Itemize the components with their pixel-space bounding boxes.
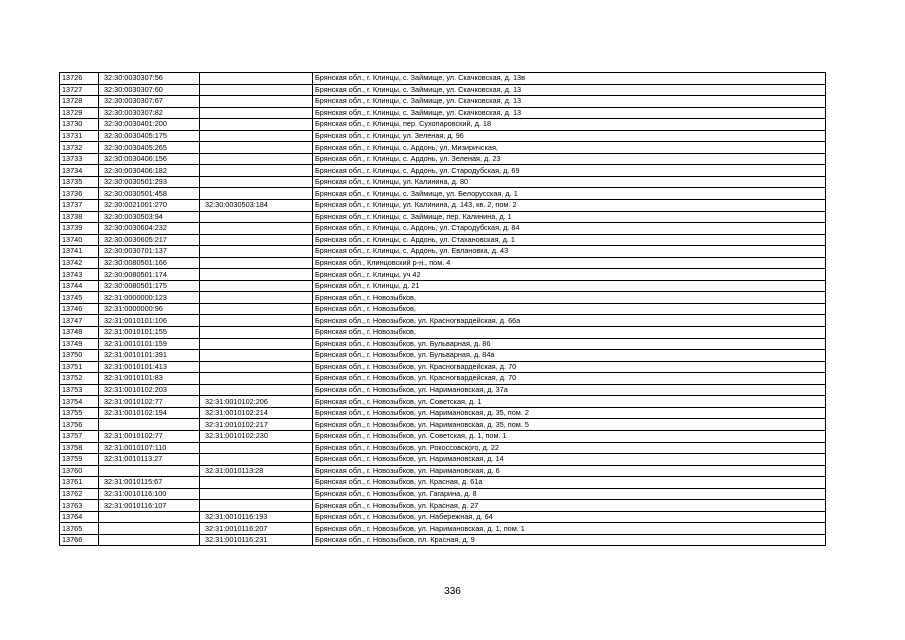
address-cell: Брянская обл., г. Новозыбков, ул. Бульварная, д. 86 [313,338,826,350]
cadastral-number-cell: 32:30:0030503:94 [99,211,200,223]
table-row [60,315,826,327]
cadastral-number-cell: 32:30:0030401:200 [99,119,200,131]
row-number-cell: 13744 [60,280,99,292]
linked-cadastral-number-cell: 32:31:0010116:193 [200,511,313,523]
linked-cadastral-number-cell [200,73,313,85]
table-row [60,84,826,96]
table-row [60,153,826,165]
row-number-cell: 13756 [60,419,99,431]
address-cell: Брянская обл., г. Клинцы, с. Ардонь, ул. Стахановская, д. 1 [313,234,826,246]
row-number-cell: 13745 [60,292,99,304]
row-number-cell: 13764 [60,511,99,523]
linked-cadastral-number-cell: 32:30:0030503:184 [200,200,313,212]
table-row [60,511,826,523]
row-number-cell: 13765 [60,523,99,535]
registry-table-body [60,73,826,546]
row-number-cell: 13748 [60,327,99,339]
table-row [60,454,826,466]
address-cell: Брянская обл., г. Клинцы, ул. Калинина, д. 143, кв. 2, пом. 2 [313,200,826,212]
table-row [60,223,826,235]
row-number-cell: 13737 [60,200,99,212]
cadastral-number-cell: 32:31:0010102:194 [99,407,200,419]
linked-cadastral-number-cell: 32:31:0010102:206 [200,396,313,408]
linked-cadastral-number-cell [200,84,313,96]
linked-cadastral-number-cell: 32:31:0010102:217 [200,419,313,431]
linked-cadastral-number-cell [200,327,313,339]
linked-cadastral-number-cell [200,269,313,281]
row-number-cell: 13752 [60,373,99,385]
linked-cadastral-number-cell: 32:31:0010102:214 [200,407,313,419]
linked-cadastral-number-cell [200,477,313,489]
row-number-cell: 13732 [60,142,99,154]
row-number-cell: 13754 [60,396,99,408]
table-row [60,361,826,373]
table-row [60,442,826,454]
linked-cadastral-number-cell [200,488,313,500]
table-row [60,130,826,142]
cadastral-number-cell: 32:31:0000000:123 [99,292,200,304]
table-row [60,96,826,108]
row-number-cell: 13759 [60,454,99,466]
page-number: 336 [444,586,461,597]
table-row [60,257,826,269]
address-cell: Брянская обл., г. Клинцы, с. Ардонь, ул. Зеленая, д. 23 [313,153,826,165]
table-row [60,407,826,419]
address-cell: Брянская обл., г. Новозыбков, [313,327,826,339]
cadastral-number-cell: 32:30:0030307:67 [99,96,200,108]
table-row [60,373,826,385]
cadastral-number-cell: 32:31:0010102:203 [99,384,200,396]
address-cell: Брянская обл., г. Новозыбков, ул. Красная, д. 27 [313,500,826,512]
row-number-cell: 13727 [60,84,99,96]
linked-cadastral-number-cell [200,454,313,466]
address-cell: Брянская обл., г. Новозыбков, [313,292,826,304]
cadastral-number-cell: 32:30:0030701:137 [99,246,200,258]
table-row [60,292,826,304]
row-number-cell: 13730 [60,119,99,131]
cadastral-number-cell: 32:31:0010101:413 [99,361,200,373]
row-number-cell: 13739 [60,223,99,235]
row-number-cell: 13761 [60,477,99,489]
address-cell: Брянская обл., г. Клинцы, с. Ардонь, ул. Евлановка, д. 43 [313,246,826,258]
cadastral-number-cell: 32:30:0030605:217 [99,234,200,246]
linked-cadastral-number-cell [200,292,313,304]
linked-cadastral-number-cell [200,176,313,188]
linked-cadastral-number-cell [200,257,313,269]
cadastral-number-cell [99,465,200,477]
cadastral-number-cell: 32:31:0010102:77 [99,396,200,408]
linked-cadastral-number-cell [200,130,313,142]
cadastral-number-cell: 32:30:0030406:182 [99,165,200,177]
table-row [60,488,826,500]
table-row [60,430,826,442]
address-cell: Брянская обл., г. Новозыбков, ул. Красногвардейская, д. 70 [313,373,826,385]
address-cell: Брянская обл., г. Клинцы, с. Ардонь, ул. Стародубская, д. 84 [313,223,826,235]
cadastral-number-cell: 32:31:0000000:96 [99,303,200,315]
table-row [60,165,826,177]
row-number-cell: 13766 [60,534,99,546]
table-row [60,142,826,154]
cadastral-number-cell: 32:31:0010101:159 [99,338,200,350]
table-row [60,534,826,546]
row-number-cell: 13755 [60,407,99,419]
table-row [60,188,826,200]
row-number-cell: 13735 [60,176,99,188]
cadastral-number-cell: 32:30:0030307:60 [99,84,200,96]
table-row [60,269,826,281]
address-cell: Брянская обл., г. Новозыбков, ул. Красногвардейская, д. 70 [313,361,826,373]
linked-cadastral-number-cell: 32:31:0010113:28 [200,465,313,477]
address-cell: Брянская обл., г. Клинцы, с. Займище, ул. Скачковская, д. 13 [313,84,826,96]
address-cell: Брянская обл., г. Новозыбков, ул. Наримановская, д. 14 [313,454,826,466]
cadastral-number-cell: 32:30:0030307:56 [99,73,200,85]
table-row [60,211,826,223]
address-cell: Брянская обл., г. Новозыбков, ул. Набережная, д. 64 [313,511,826,523]
linked-cadastral-number-cell [200,188,313,200]
cadastral-number-cell: 32:31:0010116:100 [99,488,200,500]
cadastral-number-cell: 32:30:0030405:175 [99,130,200,142]
address-cell: Брянская обл., г. Новозыбков, пл. Красная, д. 9 [313,534,826,546]
row-number-cell: 13747 [60,315,99,327]
cadastral-number-cell: 32:30:0030604:232 [99,223,200,235]
linked-cadastral-number-cell [200,500,313,512]
address-cell: Брянская обл., г. Клинцы, д. 21 [313,280,826,292]
address-cell: Брянская обл., г. Клинцы, с. Займище, ул. Скачковская, д. 13 [313,107,826,119]
address-cell: Брянская обл., г. Клинцы, с. Займище, ул. Скачковская, д. 13в [313,73,826,85]
table-row [60,176,826,188]
row-number-cell: 13749 [60,338,99,350]
linked-cadastral-number-cell [200,96,313,108]
linked-cadastral-number-cell [200,119,313,131]
cadastral-number-cell: 32:30:0030501:293 [99,176,200,188]
linked-cadastral-number-cell [200,361,313,373]
linked-cadastral-number-cell [200,153,313,165]
row-number-cell: 13758 [60,442,99,454]
linked-cadastral-number-cell [200,223,313,235]
address-cell: Брянская обл., г. Клинцы, ул. Зеленая, д. 96 [313,130,826,142]
row-number-cell: 13762 [60,488,99,500]
row-number-cell: 13746 [60,303,99,315]
cadastral-number-cell: 32:31:0010113:27 [99,454,200,466]
table-row [60,303,826,315]
address-cell: Брянская обл., г. Новозыбков, ул. Наримановская, д. 35, пом. 2 [313,407,826,419]
cadastral-number-cell: 32:31:0010116:107 [99,500,200,512]
address-cell: Брянская обл., г. Клинцы, с. Займище, ул. Скачковская, д. 13 [313,96,826,108]
linked-cadastral-number-cell [200,338,313,350]
row-number-cell: 13760 [60,465,99,477]
address-cell: Брянская обл., г. Клинцы, с. Займище, пер. Калинина, д. 1 [313,211,826,223]
cadastral-number-cell: 32:31:0010101:391 [99,350,200,362]
linked-cadastral-number-cell [200,142,313,154]
address-cell: Брянская обл., г. Клинцы, пер. Сухопаровский, д. 18 [313,119,826,131]
table-row [60,350,826,362]
cadastral-number-cell: 32:30:0030406:156 [99,153,200,165]
cadastral-number-cell: 32:30:0080501:166 [99,257,200,269]
row-number-cell: 13728 [60,96,99,108]
linked-cadastral-number-cell [200,442,313,454]
table-row [60,107,826,119]
linked-cadastral-number-cell: 32:31:0010116:207 [200,523,313,535]
row-number-cell: 13757 [60,430,99,442]
row-number-cell: 13753 [60,384,99,396]
table-row [60,200,826,212]
row-number-cell: 13743 [60,269,99,281]
cadastral-number-cell: 32:30:0021001:270 [99,200,200,212]
row-number-cell: 13734 [60,165,99,177]
row-number-cell: 13750 [60,350,99,362]
linked-cadastral-number-cell [200,107,313,119]
address-cell: Брянская обл., г. Новозыбков, ул. Гагарина, д. 8 [313,488,826,500]
linked-cadastral-number-cell [200,315,313,327]
cadastral-number-cell: 32:30:0030405:265 [99,142,200,154]
table-row [60,234,826,246]
address-cell: Брянская обл., г. Новозыбков, ул. Бульварная, д. 84а [313,350,826,362]
cadastral-number-cell: 32:31:0010107:110 [99,442,200,454]
address-cell: Брянская обл., Клинцовский р-н., пом. 4 [313,257,826,269]
table-row [60,500,826,512]
table-row [60,246,826,258]
row-number-cell: 13740 [60,234,99,246]
linked-cadastral-number-cell [200,246,313,258]
row-number-cell: 13729 [60,107,99,119]
linked-cadastral-number-cell [200,211,313,223]
table-row [60,396,826,408]
cadastral-number-cell [99,511,200,523]
row-number-cell: 13741 [60,246,99,258]
address-cell: Брянская обл., г. Клинцы, с. Ардонь, ул. Мизиричская, [313,142,826,154]
cadastral-number-cell: 32:31:0010101:106 [99,315,200,327]
table-row [60,419,826,431]
linked-cadastral-number-cell: 32:31:0010102:230 [200,430,313,442]
address-cell: Брянская обл., г. Новозыбков, ул. Наримановская, д. 1, пом. 1 [313,523,826,535]
table-row [60,523,826,535]
cadastral-number-cell: 32:31:0010101:83 [99,373,200,385]
cadastral-number-cell: 32:31:0010102:77 [99,430,200,442]
address-cell: Брянская обл., г. Клинцы, с. Ардонь, ул. Стародубская, д. 69 [313,165,826,177]
linked-cadastral-number-cell [200,373,313,385]
row-number-cell: 13763 [60,500,99,512]
linked-cadastral-number-cell: 32:31:0010116:231 [200,534,313,546]
row-number-cell: 13726 [60,73,99,85]
address-cell: Брянская обл., г. Новозыбков, ул. Наримановская, д. 37а [313,384,826,396]
linked-cadastral-number-cell [200,234,313,246]
address-cell: Брянская обл., г. Клинцы, ул. Калинина, д. 80 [313,176,826,188]
cadastral-number-cell: 32:30:0030307:82 [99,107,200,119]
cadastral-number-cell [99,419,200,431]
cadastral-number-cell: 32:30:0030501:458 [99,188,200,200]
address-cell: Брянская обл., г. Новозыбков, ул. Красная, д. 61а [313,477,826,489]
table-row [60,119,826,131]
address-cell: Брянская обл., г. Клинцы, с. Займище, ул. Белорусская, д. 1 [313,188,826,200]
cadastral-number-cell: 32:30:0080501:174 [99,269,200,281]
linked-cadastral-number-cell [200,165,313,177]
address-cell: Брянская обл., г. Новозыбков, ул. Рокоссовского, д. 22 [313,442,826,454]
row-number-cell: 13733 [60,153,99,165]
address-cell: Брянская обл., г. Новозыбков, ул. Советская, д. 1, пом. 1 [313,430,826,442]
cadastral-number-cell: 32:30:0080501:175 [99,280,200,292]
row-number-cell: 13738 [60,211,99,223]
linked-cadastral-number-cell [200,350,313,362]
cadastral-number-cell: 32:31:0010115:67 [99,477,200,489]
cadastral-number-cell [99,534,200,546]
linked-cadastral-number-cell [200,384,313,396]
cadastral-number-cell [99,523,200,535]
address-cell: Брянская обл., г. Новозыбков, [313,303,826,315]
row-number-cell: 13736 [60,188,99,200]
address-cell: Брянская обл., г. Клинцы, уч 42 [313,269,826,281]
table-row [60,338,826,350]
table-row [60,73,826,85]
linked-cadastral-number-cell [200,280,313,292]
registry-table [59,72,826,546]
table-row [60,465,826,477]
table-row [60,327,826,339]
table-row [60,477,826,489]
row-number-cell: 13742 [60,257,99,269]
address-cell: Брянская обл., г. Новозыбков, ул. Наримановская, д. 35, пом. 5 [313,419,826,431]
table-row [60,384,826,396]
address-cell: Брянская обл., г. Новозыбков, ул. Наримановская, д. 6 [313,465,826,477]
row-number-cell: 13731 [60,130,99,142]
linked-cadastral-number-cell [200,303,313,315]
address-cell: Брянская обл., г. Новозыбков, ул. Советская, д. 1 [313,396,826,408]
table-row [60,280,826,292]
address-cell: Брянская обл., г. Новозыбков, ул. Красногвардейская, д. 66а [313,315,826,327]
row-number-cell: 13751 [60,361,99,373]
cadastral-number-cell: 32:31:0010101:155 [99,327,200,339]
